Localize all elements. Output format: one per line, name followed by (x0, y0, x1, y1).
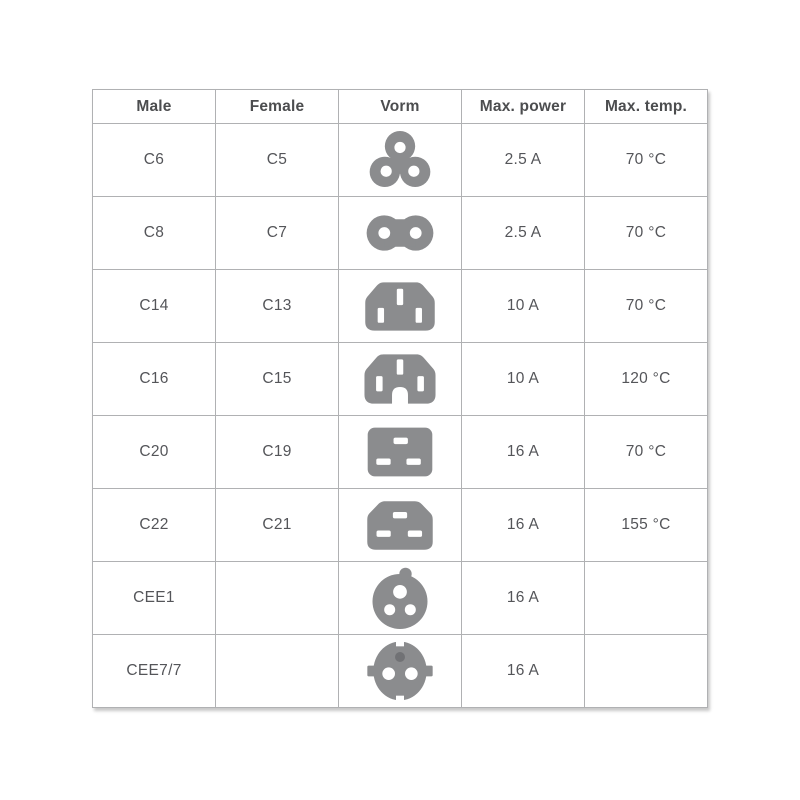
table-body (93, 124, 708, 708)
max-temp-value (585, 635, 708, 708)
table-row (93, 270, 708, 343)
cee1-round-icon (369, 565, 431, 631)
max-temp-value: 155 °C (585, 489, 708, 562)
connector-table (92, 89, 708, 708)
c21-chamfered-icon (363, 497, 437, 554)
max-power-value: 2.5 A (462, 197, 585, 270)
max-temp-value: 70 °C (585, 270, 708, 343)
shape-cell (339, 635, 462, 708)
shape-cell (339, 489, 462, 562)
female-code: C15 (216, 343, 339, 416)
shape-cell (339, 124, 462, 197)
shape-cell (339, 416, 462, 489)
max-power-value: 16 A (462, 635, 585, 708)
max-temp-value: 70 °C (585, 416, 708, 489)
male-code: CEE7/7 (93, 635, 216, 708)
shape-cell (339, 343, 462, 416)
header-max-temp: Max. temp. (585, 90, 708, 124)
header-male: Male (93, 90, 216, 124)
max-power-value: 10 A (462, 343, 585, 416)
female-code: C5 (216, 124, 339, 197)
header-max-power: Max. power (462, 90, 585, 124)
connector-table-wrap (92, 89, 708, 708)
male-code: C14 (93, 270, 216, 343)
male-code: C6 (93, 124, 216, 197)
table-row (93, 562, 708, 635)
male-code: C8 (93, 197, 216, 270)
male-code: C16 (93, 343, 216, 416)
max-power-value: 16 A (462, 416, 585, 489)
female-code (216, 635, 339, 708)
table-row (93, 124, 708, 197)
max-power-value: 2.5 A (462, 124, 585, 197)
max-temp-value: 120 °C (585, 343, 708, 416)
male-code: CEE1 (93, 562, 216, 635)
max-temp-value (585, 562, 708, 635)
female-code: C13 (216, 270, 339, 343)
female-code: C21 (216, 489, 339, 562)
max-temp-value: 70 °C (585, 197, 708, 270)
c13-inlet-icon (361, 278, 439, 335)
table-row (93, 416, 708, 489)
max-power-value: 16 A (462, 489, 585, 562)
max-power-value: 10 A (462, 270, 585, 343)
table-header (93, 90, 708, 124)
female-code: C7 (216, 197, 339, 270)
header-female: Female (216, 90, 339, 124)
c15-notched-icon (360, 350, 440, 408)
cee77-schuko-icon (366, 639, 434, 703)
male-code: C22 (93, 489, 216, 562)
table-row (93, 197, 708, 270)
c7-figure-8-icon (364, 211, 436, 255)
female-code: C19 (216, 416, 339, 489)
header-vorm: Vorm (339, 90, 462, 124)
max-temp-value: 70 °C (585, 124, 708, 197)
table-row (93, 635, 708, 708)
table-row (93, 489, 708, 562)
male-code: C20 (93, 416, 216, 489)
header-row (93, 90, 708, 124)
c19-rect-icon (364, 424, 436, 480)
c5-cloverleaf-icon (367, 129, 433, 191)
shape-cell (339, 197, 462, 270)
shape-cell (339, 270, 462, 343)
shape-cell (339, 562, 462, 635)
table-row (93, 343, 708, 416)
female-code (216, 562, 339, 635)
max-power-value: 16 A (462, 562, 585, 635)
